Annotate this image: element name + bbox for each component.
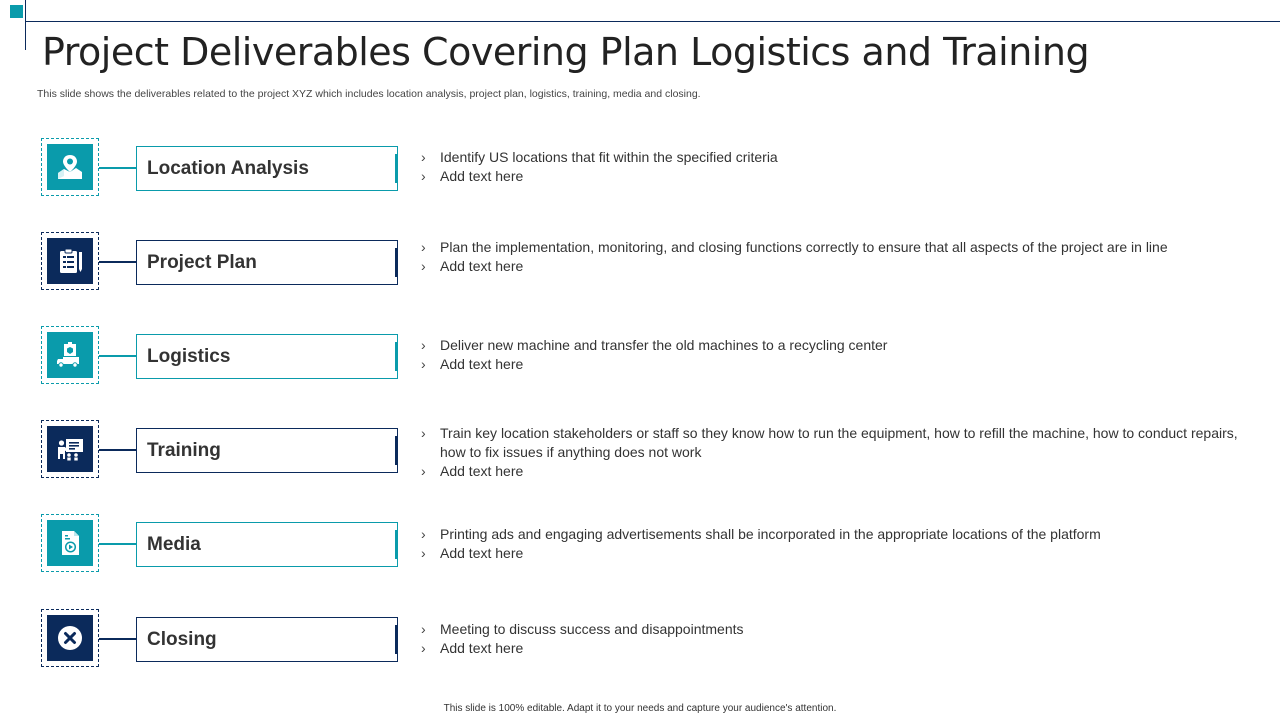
deliverable-points (421, 336, 1241, 374)
icon-frame (41, 420, 99, 478)
bullet-point: › Plan the implementation, monitoring, and closing functions correctly to ensure that all aspects of the project are in line (421, 238, 1241, 257)
deliverable-row-logistics (0, 326, 1280, 386)
bullet-point: › Add text here (421, 257, 1241, 276)
deliverable-row-media (0, 514, 1280, 574)
slide-title: Project Deliverables Covering Plan Logistics and Training (42, 30, 1090, 74)
bullet-point: › Meeting to discuss success and disappointments (421, 620, 1241, 639)
deliverable-label: Project Plan (147, 252, 257, 273)
deliverable-label: Location Analysis (147, 158, 309, 179)
bullet-point: › Printing ads and engaging advertisements shall be incorporated in the appropriate locations of the platform (421, 525, 1241, 544)
deliverable-label: Logistics (147, 346, 231, 367)
icon-frame (41, 514, 99, 572)
deliverable-points (421, 238, 1241, 276)
deliverable-points (421, 148, 1241, 186)
deliverable-points (421, 525, 1241, 563)
presentation-board-icon (47, 426, 93, 472)
connector-line (99, 449, 137, 451)
corner-accent-square (10, 5, 23, 18)
bullet-point: › Add text here (421, 639, 1241, 658)
deliverable-label: Closing (147, 629, 217, 650)
deliverable-row-location-analysis (0, 138, 1280, 198)
deliverable-label-box (136, 617, 398, 662)
connector-line (99, 167, 137, 169)
deliverable-label-box (136, 240, 398, 285)
bullet-point: › Deliver new machine and transfer the old machines to a recycling center (421, 336, 1241, 355)
connector-line (99, 638, 137, 640)
deliverable-label: Training (147, 440, 221, 461)
connector-line (99, 355, 137, 357)
deliverable-points (421, 424, 1241, 481)
deliverable-label: Media (147, 534, 201, 555)
deliverable-label-box (136, 334, 398, 379)
deliverable-label-box (136, 428, 398, 473)
icon-frame (41, 609, 99, 667)
deliverable-label-box (136, 146, 398, 191)
deliverable-row-closing (0, 609, 1280, 669)
bullet-point: › Add text here (421, 167, 1241, 186)
bullet-point: › Identify US locations that fit within the specified criteria (421, 148, 1241, 167)
bullet-point: › Add text here (421, 462, 1241, 481)
close-circle-icon (47, 615, 93, 661)
media-file-icon (47, 520, 93, 566)
connector-line (99, 543, 137, 545)
header-rule (25, 21, 1280, 22)
slide-footer: This slide is 100% editable. Adapt it to your needs and capture your audience's attention. (443, 703, 837, 714)
deliverable-row-training (0, 420, 1280, 480)
connector-line (99, 261, 137, 263)
icon-frame (41, 232, 99, 290)
bullet-point: › Add text here (421, 355, 1241, 374)
deliverable-label-box (136, 522, 398, 567)
slide-subtitle: This slide shows the deliverables related to the project XYZ which includes location analysis, project plan, logistics, training, media and closing. (37, 88, 701, 100)
deliverable-points (421, 620, 1241, 658)
corner-accent-line (25, 0, 26, 50)
delivery-truck-icon (47, 332, 93, 378)
clipboard-icon (47, 238, 93, 284)
map-pin-icon (47, 144, 93, 190)
bullet-point: › Add text here (421, 544, 1241, 563)
icon-frame (41, 326, 99, 384)
bullet-point: › Train key location stakeholders or staff so they know how to run the equipment, how to refill the machine, how to conduct repairs, how to fix issues if anything does not work (421, 424, 1241, 462)
icon-frame (41, 138, 99, 196)
deliverable-row-project-plan (0, 232, 1280, 292)
